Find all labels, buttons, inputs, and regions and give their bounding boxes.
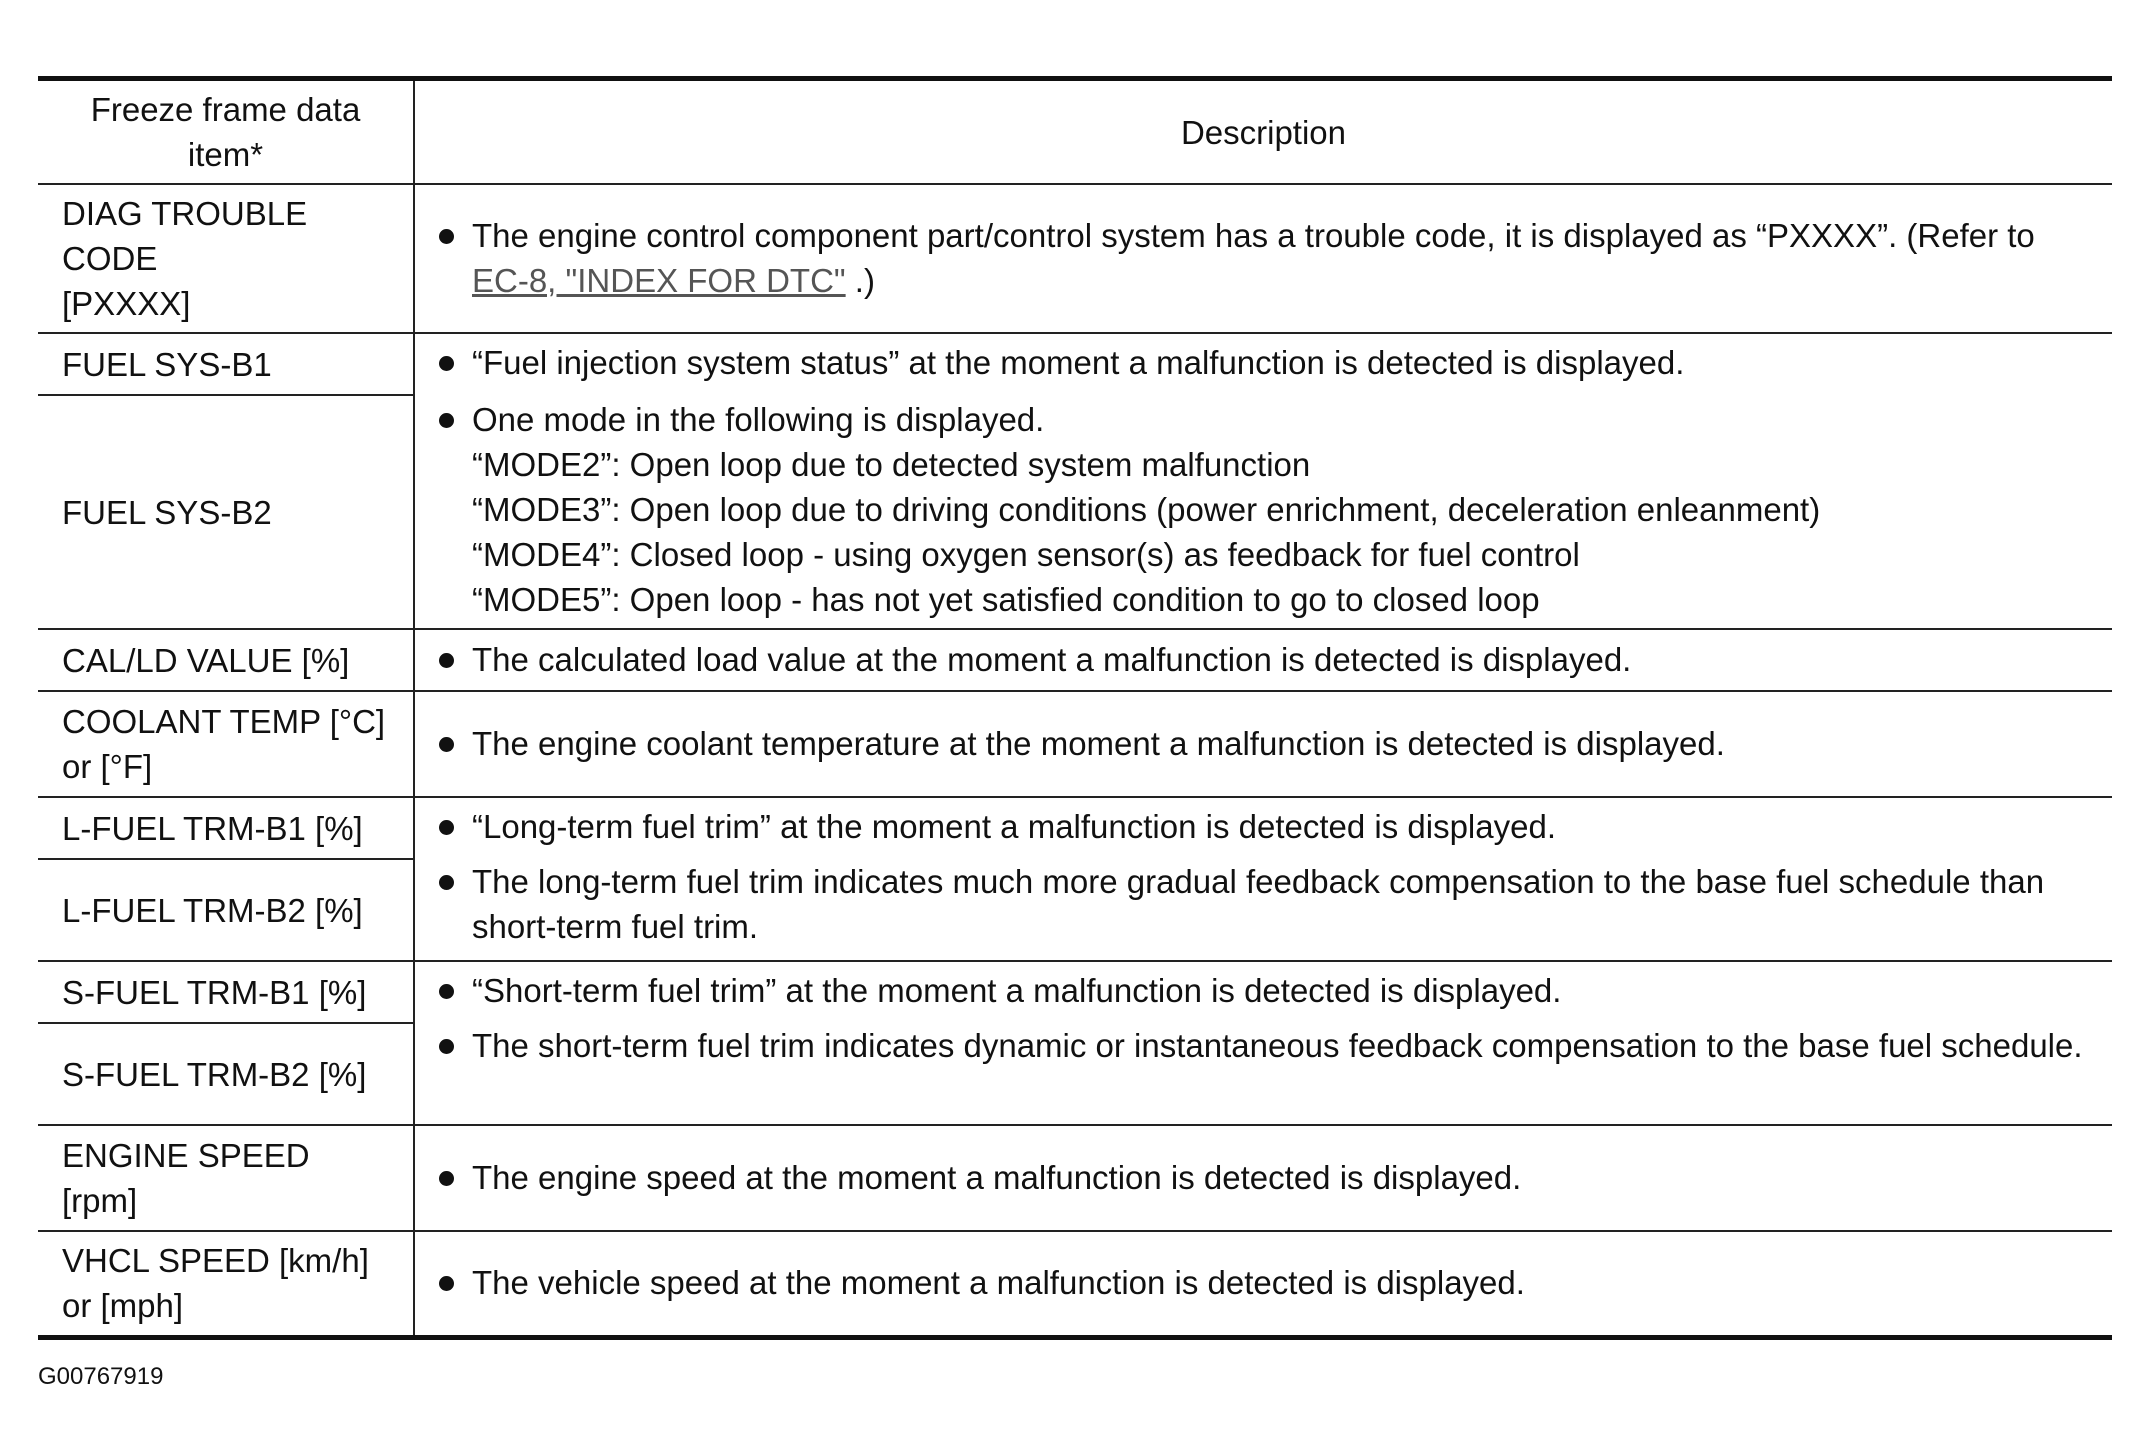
desc-cell-diag [414, 184, 2112, 333]
desc-cell-lfuel [414, 797, 2112, 961]
desc-text: “Fuel injection system status” at the moment a malfunction is detected is displayed. [472, 344, 1685, 381]
desc-cell-coolant [414, 691, 2112, 797]
item-label: ENGINE SPEED [62, 1137, 310, 1174]
desc-cell-vhcl [414, 1231, 2112, 1337]
bullet-icon [439, 984, 454, 999]
desc-text: The engine control component part/control system has a trouble code, it is displayed as “PXXXX”. (Refer to EC-8, "INDEX FOR DTC" .) [472, 216, 2035, 299]
bullet-item [435, 968, 2088, 1013]
bullet-item [435, 1260, 2088, 1305]
desc-text: The vehicle speed at the moment a malfunction is detected is displayed. [472, 1263, 1525, 1301]
item-label: COOLANT TEMP [°C] [62, 703, 386, 740]
desc-cell-engine [414, 1125, 2112, 1231]
bullet-icon [439, 737, 454, 752]
table-row-diag [38, 184, 2112, 333]
item-label: DIAG TROUBLE [62, 195, 308, 232]
item-label: [PXXXX] [62, 285, 191, 322]
bullet-icon [439, 1276, 454, 1291]
table-row-lfuel-b1 [38, 797, 2112, 859]
item-cell-vhcl [38, 1231, 414, 1337]
item-label: or [mph] [62, 1287, 184, 1325]
bullet-item [435, 1155, 2088, 1200]
figure-id: G00767919 [38, 1363, 164, 1390]
bullet-icon [439, 413, 454, 428]
table-row-coolant [38, 691, 2112, 797]
header-item: Freeze frame data item* [38, 79, 414, 185]
bullet-item [435, 859, 2088, 949]
desc-text: One mode in the following is displayed. “MODE2”: Open loop due to detected system malfunction “MODE3”: Open loop due to driving conditions (power enrichment, deceleration enleanment) “MODE4”: Closed loop - using oxygen sensor(s) as feedback for fuel control “MODE5”: Open loop - has not yet satisfied condition to go to closed loop [472, 401, 1821, 618]
item-cell-coolant [38, 691, 414, 797]
freeze-frame-table [38, 76, 2112, 1340]
desc-text: The engine speed at the moment a malfunction is detected is displayed. [472, 1158, 1522, 1196]
item-cell-lfuel-b2: L-FUEL TRM-B2 [%] [38, 859, 414, 961]
item-cell-diag [38, 184, 414, 333]
header-description: Description [414, 79, 2112, 185]
dtc-index-link[interactable]: EC-8, "INDEX FOR DTC" [472, 261, 846, 299]
bullet-item [435, 804, 2088, 849]
desc-text: The calculated load value at the moment a malfunction is detected is displayed. [472, 640, 1632, 678]
item-label: VHCL SPEED [km/h] [62, 1242, 369, 1280]
bullet-icon [439, 653, 454, 668]
desc-cell-fuel-sys [414, 333, 2112, 629]
desc-cell-sfuel [414, 961, 2112, 1125]
table-row-vhcl [38, 1231, 2112, 1337]
table-header-row [38, 79, 2112, 185]
bullet-icon [439, 1039, 454, 1054]
item-cell-lfuel-b1: L-FUEL TRM-B1 [%] [38, 797, 414, 859]
desc-text: “Long-term fuel trim” at the moment a malfunction is detected is displayed. [472, 808, 1556, 845]
bullet-item [435, 1023, 2088, 1068]
bullet-item [435, 213, 2088, 303]
item-label: CODE [62, 240, 158, 277]
bullet-item [435, 397, 2088, 622]
desc-text: The engine coolant temperature at the moment a malfunction is detected is displayed. [472, 724, 1725, 762]
desc-text: The long-term fuel trim indicates much more gradual feedback compensation to the base fuel schedule than short-term fuel trim. [472, 863, 2045, 945]
item-cell-fuel-b2: FUEL SYS-B2 [38, 395, 414, 629]
item-label: or [°F] [62, 748, 153, 785]
table-row-calld [38, 629, 2112, 691]
bullet-icon [439, 229, 454, 244]
bullet-icon [439, 1171, 454, 1186]
bullet-item [435, 637, 2088, 682]
desc-cell-calld [414, 629, 2112, 691]
item-label: [rpm] [62, 1182, 138, 1219]
item-cell-calld: CAL/LD VALUE [%] [38, 629, 414, 691]
item-cell-sfuel-b1: S-FUEL TRM-B1 [%] [38, 961, 414, 1023]
table-row-sfuel-b1 [38, 961, 2112, 1023]
item-cell-fuel-b1: FUEL SYS-B1 [38, 333, 414, 395]
desc-text: “Short-term fuel trim” at the moment a malfunction is detected is displayed. [472, 972, 1562, 1009]
table-row-engine [38, 1125, 2112, 1231]
bullet-icon [439, 356, 454, 371]
desc-text: The short-term fuel trim indicates dynamic or instantaneous feedback compensation to the base fuel schedule. [472, 1027, 2083, 1064]
bullet-item [435, 721, 2088, 766]
item-cell-sfuel-b2: S-FUEL TRM-B2 [%] [38, 1023, 414, 1125]
bullet-icon [439, 820, 454, 835]
item-cell-engine [38, 1125, 414, 1231]
bullet-icon [439, 875, 454, 890]
table-row-fuel-b1 [38, 333, 2112, 395]
bullet-item [435, 340, 2088, 385]
